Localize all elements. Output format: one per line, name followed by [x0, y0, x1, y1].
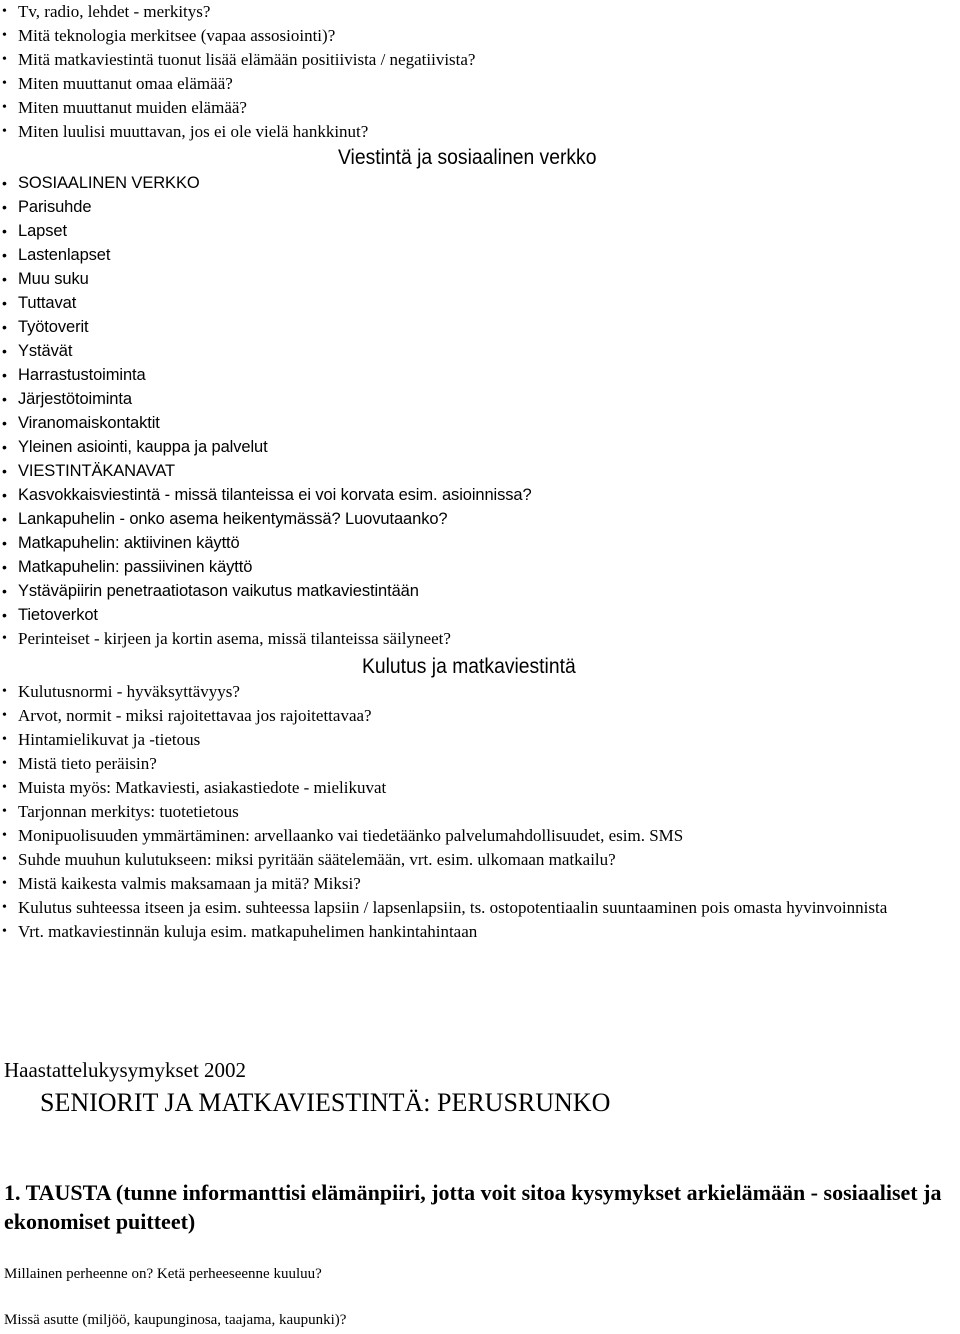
- list-item: • Mitä teknologia merkitsee (vapaa assosiointi)?: [0, 24, 958, 48]
- list-item: • Tietoverkot: [0, 603, 958, 627]
- list-item: • Mistä kaikesta valmis maksamaan ja mitä? Miksi?: [0, 872, 958, 896]
- list-item: • Kasvokkaisviestintä - missä tilanteissa ei voi korvata esim. asioinnissa?: [0, 483, 958, 507]
- list-item: • Yleinen asiointi, kauppa ja palvelut: [0, 435, 958, 459]
- section-heading-consumption: Kulutus ja matkaviestintä: [362, 655, 576, 678]
- list-item: • Parisuhde: [0, 195, 958, 219]
- bullet-list-consumption: [0, 680, 958, 944]
- question-text: Missä asutte (miljöö, kaupunginosa, taajama, kaupunki)?: [4, 1312, 347, 1328]
- list-item: • Lastenlapset: [0, 243, 958, 267]
- document-title: SENIORIT JA MATKAVIESTINTÄ: PERUSRUNKO: [40, 1088, 611, 1117]
- list-item: • Mitä matkaviestintä tuonut lisää elämään positiivista / negatiivista?: [0, 48, 958, 72]
- list-item: • VIESTINTÄKANAVAT: [0, 459, 958, 483]
- list-item: • Kulutusnormi - hyväksyttävyys?: [0, 680, 958, 704]
- list-item: • Vrt. matkaviestinnän kuluja esim. matkapuhelimen hankintahintaan: [0, 920, 958, 944]
- bullet-list-social-network: [0, 171, 958, 651]
- list-item: • Viranomaiskontaktit: [0, 411, 958, 435]
- list-item: • Mistä tieto peräisin?: [0, 752, 958, 776]
- list-item: • Suhde muuhun kulutukseen: miksi pyritään säätelemään, vrt. esim. ulkomaan matkailu?: [0, 848, 958, 872]
- list-item: • Kulutus suhteessa itseen ja esim. suhteessa lapsiin / lapsenlapsiin, ts. ostopotentiaalin suuntaaminen pois omasta hyvinvoinnista: [0, 896, 958, 920]
- list-item: • Hintamielikuvat ja -tietous: [0, 728, 958, 752]
- list-item: • Työtoverit: [0, 315, 958, 339]
- list-item: • Harrastustoiminta: [0, 363, 958, 387]
- list-item: • Ystäväpiirin penetraatiotason vaikutus matkaviestintään: [0, 579, 958, 603]
- list-item: • Järjestötoiminta: [0, 387, 958, 411]
- list-item: • Monipuolisuuden ymmärtäminen: arvellaanko vai tiedetäänko palvelumahdollisuudet, esim. SMS: [0, 824, 958, 848]
- list-item: • Tarjonnan merkitys: tuotetietous: [0, 800, 958, 824]
- bullet-list-media: [0, 0, 958, 144]
- list-item: • Miten muuttanut omaa elämää?: [0, 72, 958, 96]
- list-item: • SOSIAALINEN VERKKO: [0, 171, 958, 195]
- list-item: • Muu suku: [0, 267, 958, 291]
- list-item: • Miten luulisi muuttavan, jos ei ole vielä hankkinut?: [0, 120, 958, 144]
- list-item: • Tv, radio, lehdet - merkitys?: [0, 0, 958, 24]
- list-item: • Ystävät: [0, 339, 958, 363]
- list-item: • Miten muuttanut muiden elämää?: [0, 96, 958, 120]
- section-heading-background: 1. TAUSTA (tunne informanttisi elämänpiiri, jotta voit sitoa kysymykset arkielämään - sosiaaliset ja ekonomiset puitteet): [4, 1180, 942, 1234]
- list-item: • Lankapuhelin - onko asema heikentymässä? Luovutaanko?: [0, 507, 958, 531]
- list-item: • Tuttavat: [0, 291, 958, 315]
- list-item: • Lapset: [0, 219, 958, 243]
- section-heading-social-network: Viestintä ja sosiaalinen verkko: [338, 146, 597, 169]
- list-item: • Matkapuhelin: aktiivinen käyttö: [0, 531, 958, 555]
- list-item: • Arvot, normit - miksi rajoitettavaa jos rajoitettavaa?: [0, 704, 958, 728]
- list-item: • Matkapuhelin: passiivinen käyttö: [0, 555, 958, 579]
- list-item: • Perinteiset - kirjeen ja kortin asema, missä tilanteissa säilyneet?: [0, 627, 958, 651]
- interview-year-label: Haastattelukysymykset 2002: [4, 1058, 247, 1082]
- question-text: Millainen perheenne on? Ketä perheeseenne kuuluu?: [4, 1266, 322, 1282]
- list-item: • Muista myös: Matkaviesti, asiakastiedote - mielikuvat: [0, 776, 958, 800]
